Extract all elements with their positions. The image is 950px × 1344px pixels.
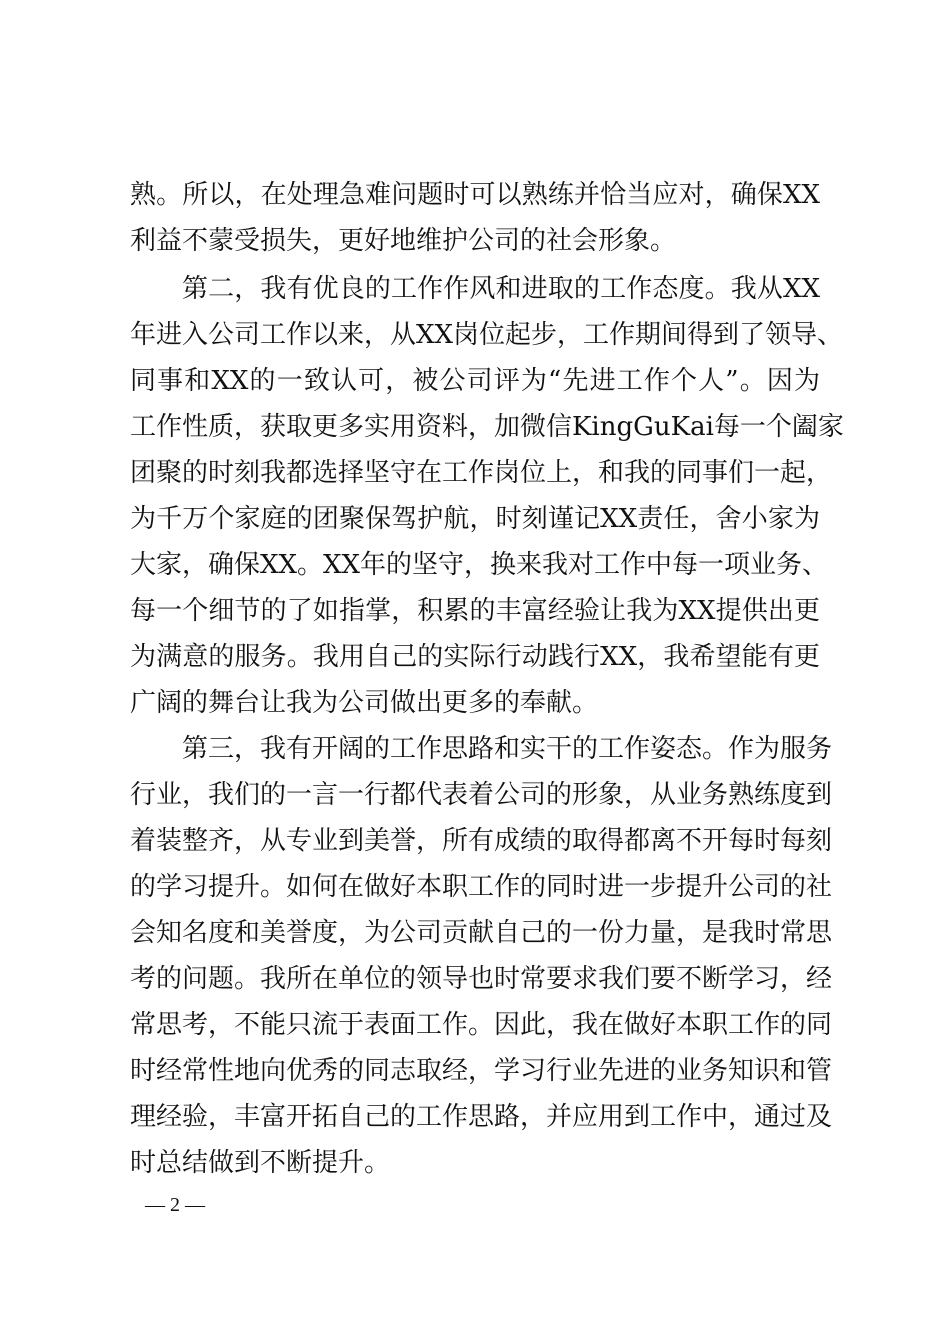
- text-line: 常思考，不能只流于表面工作。因此，我在做好本职工作的同: [130, 1010, 833, 1040]
- text-line: 第三，我有开阔的工作思路和实干的工作姿态。作为服务: [182, 734, 833, 764]
- text-line: 团聚的时刻我都选择坚守在工作岗位上，和我的同事们一起，: [130, 458, 833, 488]
- text-line: 时经常性地向优秀的同志取经，学习行业先进的业务知识和管: [130, 1056, 833, 1086]
- text-line: 理经验，丰富开拓自己的工作思路，并应用到工作中，通过及: [130, 1102, 833, 1132]
- text-line: 熟。所以，在处理急难问题时可以熟练并恰当应对，确保XX: [130, 180, 820, 210]
- text-line: 利益不蒙受损失，更好地维护公司的社会形象。: [130, 226, 677, 256]
- text-line: 为千万个家庭的团聚保驾护航，时刻谨记XX责任，舍小家为: [130, 504, 820, 534]
- text-line: 考的问题。我所在单位的领导也时常要求我们要不断学习，经: [130, 964, 833, 994]
- text-line: 工作性质，获取更多实用资料，加微信KingGuKai每一个阖家: [130, 412, 844, 442]
- text-line: 同事和XX的一致认可，被公司评为“先进工作个人”。因为: [130, 366, 820, 396]
- text-line: 为满意的服务。我用自己的实际行动践行XX，我希望能有更: [130, 642, 820, 672]
- text-line: 行业，我们的一言一行都代表着公司的形象，从业务熟练度到: [130, 780, 833, 810]
- text-line: 的学习提升。如何在做好本职工作的同时进一步提升公司的社: [130, 872, 833, 902]
- text-line: 广阔的舞台让我为公司做出更多的奉献。: [130, 688, 599, 718]
- text-line: 会知名度和美誉度，为公司贡献自己的一份力量，是我时常思: [130, 918, 833, 948]
- text-line: 每一个细节的了如指掌，积累的丰富经验让我为XX提供出更: [130, 596, 820, 626]
- text-line: 第二，我有优良的工作作风和进取的工作态度。我从XX: [182, 274, 820, 304]
- text-line: 着装整齐，从专业到美誉，所有成绩的取得都离不开每时每刻: [130, 826, 833, 856]
- text-line: 年进入公司工作以来，从XX岗位起步，工作期间得到了领导、: [130, 320, 844, 350]
- text-line: 大家，确保XX。XX年的坚守，换来我对工作中每一项业务、: [130, 550, 829, 580]
- page-number: — 2 —: [145, 1194, 205, 1216]
- text-line: 时总结做到不断提升。: [130, 1148, 391, 1178]
